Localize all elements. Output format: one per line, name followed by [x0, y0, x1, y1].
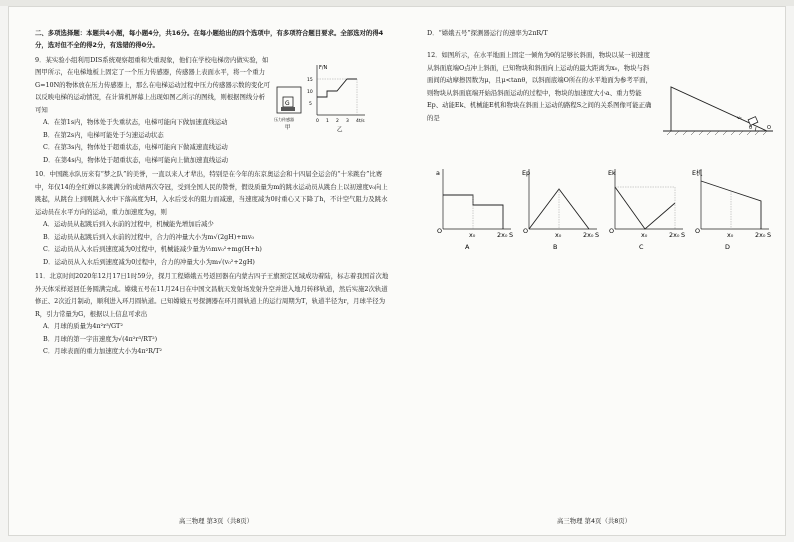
q10-option-a: A．运动员从起跳后到入水前的过程中，机械能先增加后减少 — [43, 220, 214, 229]
q11-option-c: C．月球表面的重力加速度大小为4π²R/T² — [43, 347, 162, 356]
graph-a-xs: S — [509, 231, 514, 239]
graph-d-2x0: 2x₀ — [755, 231, 766, 239]
graph-a-x0: x₀ — [469, 231, 476, 239]
q9-xtick-1: 1 — [326, 119, 329, 124]
graph-c-xs: S — [681, 231, 686, 239]
q9-xunit: t/s — [359, 119, 365, 124]
graph-b-ylabel: Ep — [522, 169, 531, 177]
q11-option-a: A．月球的质量为4π²r³/GT² — [43, 322, 123, 331]
q9-option-b: B．在第2s内，电梯可能处于匀速运动状态 — [43, 130, 164, 139]
q12-graph-d — [692, 168, 771, 251]
q11-stem: 11．北京时间2020年12月17日1时59分，探月工程嫦娥五号返回器在内蒙古四子王旗预定区域成功着陆，标志着我国首次地外天体采样返回任务圆满完成。嫦娥五号在11月24日在中国文昌航天发射场发射升空并进入地月转移轨道，然后实施2次轨道修正、2次近月制动，顺利进入环月圆轨道。已知嫦娥五号探测器在环月圆轨道上的运行周期为T，轨道半径为r，月球半径为R，引力常量为G，根据以上信息可求出 — [35, 272, 389, 318]
q9-caption-jia: 甲 — [285, 125, 291, 131]
q12-graph-c — [608, 169, 685, 251]
q12-point-o: O — [767, 125, 771, 131]
q9-stem: 9．某实验小组利用DIS系统观察超重和失重现象，他们在学校电梯房内做实验，如图甲所示，在电梯地板上固定了一个压力传感器，传感器上表面水平，将一个重力G=10N的物体放在压力传感器上，那么在电梯运动过程中压力传感器示数的变化可以反映电梯的运动情况，在计算机屏幕上出现如图乙所示的图线，则根据图线分析可知 — [35, 55, 271, 114]
q9-xtick-0: 0 — [316, 119, 319, 124]
q9-ylabel: F/N — [319, 65, 328, 71]
q9-ytick-5: 5 — [309, 102, 312, 107]
q11-option-b: B．月球的第一宇宙速度为√(4π²r³/RT²) — [43, 334, 158, 343]
graph-d-x0: x₀ — [727, 231, 734, 239]
q9-option-c: C．在第3s内，物体处于超重状态，电梯可能向下做减速直线运动 — [43, 143, 228, 152]
q11-option-d: D．“嫦娥五号”探测器运行的速率为2πR/T — [427, 29, 548, 37]
q9-xtick-4: 4 — [356, 119, 359, 124]
q9-xtick-2: 2 — [336, 119, 339, 124]
graph-d-xs: S — [767, 231, 772, 239]
right-column — [427, 27, 779, 251]
q9-block-label: G — [285, 100, 290, 107]
q9-option-d: D．在第4s内，物体处于超重状态，电梯可能向上做加速直线运动 — [43, 155, 229, 164]
footer-right: 高三物理 第4页（共8页） — [557, 517, 632, 525]
q9-caption-yi: 乙 — [337, 127, 343, 133]
svg-text:O: O — [437, 227, 443, 235]
q10-option-d: D．运动员从入水后到速度减为0过程中，合力的冲量大小为m√(v₀²+2gH) — [43, 257, 255, 266]
svg-text:O: O — [609, 227, 615, 235]
q12-graph-b — [522, 169, 599, 251]
q10-stem: 10．中国跳水队历来有“梦之队”的美誉，一直以来人才辈出，特别是在今年的东京奥运会和十四届全运会的“十米跳台”比赛中，年仅14的全红婵以多跳满分的成绩两次夺冠，受到全国人民的赞誉，假设质量为m的跳水运动员从跳台上以初速度v₀向上跳起，从跳台上到刚跳入水中下落高度为H，入水后受水的阻力而减速，当速度减为0时重心又下降了h，不计空气阻力及跳水运动员在水平方向的运动，重力加速度为g，则 — [35, 170, 388, 216]
q10-option-b: B．运动员从起跳后到入水前的过程中，合力的冲量大小为m√(2gH)+mv₀ — [43, 232, 254, 241]
graph-c-ylabel: Ek — [608, 169, 616, 177]
q9-figure-a — [274, 87, 301, 131]
q9-figure-b — [307, 65, 365, 133]
q9-option-a: A．在第1s内，物体处于失重状态，电梯可能向下做加速直线运动 — [43, 118, 228, 127]
graph-b-letter: B — [553, 243, 558, 251]
q9-figure — [273, 59, 369, 143]
graph-a-ylabel: a — [436, 169, 440, 177]
q9-xtick-3: 3 — [346, 119, 349, 124]
graph-c-x0: x₀ — [641, 231, 648, 239]
graph-b-xs: S — [595, 231, 600, 239]
q12-graph-a — [436, 169, 513, 251]
q12-velocity-label: v₀ — [737, 116, 742, 121]
q9-ytick-15: 15 — [307, 78, 313, 83]
graph-b-2x0: 2x₀ — [583, 231, 594, 239]
q9-caption-sensor: 压力传感器 — [274, 117, 294, 122]
graph-b-x0: x₀ — [555, 231, 562, 239]
graph-d-letter: D — [725, 243, 730, 251]
graph-c-2x0: 2x₀ — [669, 231, 680, 239]
svg-text:O: O — [695, 227, 701, 235]
q12-incline-figure — [663, 71, 775, 147]
section-heading: 二、多项选择题：本题共4小题，每小题4分，共16分。在每小题给出的四个选项中，有多项符合题目要求。全部选对的得4分，选对但不全的得2分，有选错的得0分。 — [35, 29, 384, 50]
question-11 — [35, 270, 391, 357]
footer-left: 高三物理 第3页（共8页） — [179, 517, 254, 525]
question-10 — [35, 168, 391, 268]
exam-sheet — [8, 6, 786, 536]
graph-c-letter: C — [639, 243, 644, 251]
q10-option-c: C．运动员从入水后到速度减为0过程中，机械能减少量为½mv₀²+mg(H+h) — [43, 245, 262, 254]
q9-ytick-10: 10 — [307, 90, 313, 95]
graph-d-ylabel: E机 — [692, 169, 703, 177]
q12-angle-label: θ — [749, 125, 753, 131]
svg-text:O: O — [523, 227, 529, 235]
graph-a-letter: A — [465, 243, 470, 251]
graph-a-2x0: 2x₀ — [497, 231, 508, 239]
q12-stem: 12．如图所示，在水平地面上固定一倾角为θ的足够长斜面，物块以某一初速度从斜面底端O点冲上斜面，已知物块和斜面向上运动的最大距离为x₀，物块与斜面间的动摩擦因数为μ，且μ<tanθ，以斜面底端O所在的水平地面为参考平面，则物块从斜面底端开始沿斜面运动的过程中，物块的加速度大小a、重力势能Ep、动能Ek、机械能E机和物块在斜面上运动的路程S之间的关系图像可能正确的是 — [427, 51, 652, 122]
q12-graphs — [433, 165, 779, 251]
q9-force-curve — [317, 79, 357, 97]
